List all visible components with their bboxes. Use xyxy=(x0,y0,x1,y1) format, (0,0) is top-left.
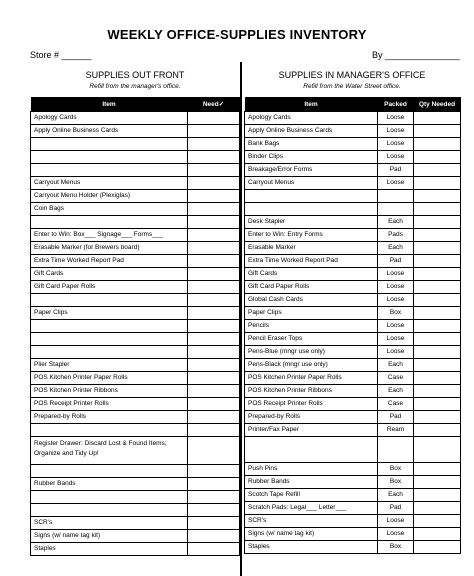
table-row xyxy=(31,138,240,151)
right-section-heading: SUPPLIES IN MANAGER'S OFFICE xyxy=(278,70,426,80)
table-row xyxy=(245,346,461,359)
table-row xyxy=(31,242,240,255)
need-checkbox-cell[interactable] xyxy=(188,543,240,556)
item-cell: POS Kitchen Printer Paper Rolls xyxy=(31,372,188,385)
qty-needed-cell[interactable] xyxy=(414,528,461,541)
packed-cell: Pad xyxy=(378,411,414,424)
table-row xyxy=(245,411,461,424)
qty-needed-cell[interactable] xyxy=(414,541,461,554)
item-cell: POS Kitchen Printer Ribbons xyxy=(245,385,378,398)
table-header-row xyxy=(31,97,240,112)
item-cell xyxy=(31,320,188,333)
need-checkbox-cell[interactable] xyxy=(188,491,240,504)
item-cell: Push Pins xyxy=(245,463,378,476)
packed-cell: Ream xyxy=(378,424,414,437)
item-cell xyxy=(245,437,378,463)
office-supplies-table xyxy=(244,97,461,554)
column-header-item: Item xyxy=(31,97,188,112)
item-cell: Enter to Win: Entry Forms xyxy=(245,229,378,242)
packed-cell: Pad xyxy=(378,255,414,268)
packed-cell: Box xyxy=(378,463,414,476)
need-checkbox-cell[interactable] xyxy=(188,411,240,424)
qty-needed-cell[interactable] xyxy=(414,255,461,268)
need-checkbox-cell[interactable] xyxy=(188,320,240,333)
need-checkbox-cell[interactable] xyxy=(188,294,240,307)
item-cell: Staples xyxy=(31,543,188,556)
item-cell: Extra Time Worked Report Pad xyxy=(31,255,188,268)
item-cell: Erasable Marker (for Brewers board) xyxy=(31,242,188,255)
table-row xyxy=(245,151,461,164)
item-cell: Global Cash Cards xyxy=(245,294,378,307)
item-cell: Signs (w/ name tag kit) xyxy=(31,530,188,543)
packed-cell: Loose xyxy=(378,268,414,281)
need-checkbox-cell[interactable] xyxy=(188,138,240,151)
column-header-need: Need✓ xyxy=(188,97,240,112)
item-cell: Carryout Menus xyxy=(31,177,188,190)
item-cell: Apology Cards xyxy=(31,112,188,125)
qty-needed-cell[interactable] xyxy=(414,216,461,229)
item-cell: Plier Stapler xyxy=(31,359,188,372)
need-checkbox-cell[interactable] xyxy=(188,229,240,242)
packed-cell: Box xyxy=(378,307,414,320)
qty-needed-cell[interactable] xyxy=(414,515,461,528)
qty-needed-cell[interactable] xyxy=(414,164,461,177)
qty-needed-cell[interactable] xyxy=(414,203,461,216)
item-cell: Extra Time Worked Report Pad xyxy=(245,255,378,268)
store-number-field: Store # ______ xyxy=(30,50,92,60)
table-row xyxy=(31,398,240,411)
table-row xyxy=(31,478,240,491)
packed-cell: Case xyxy=(378,372,414,385)
item-cell: Pens-Blue (mngr use only) xyxy=(245,346,378,359)
table-row xyxy=(31,504,240,517)
table-row xyxy=(245,320,461,333)
table-row xyxy=(245,294,461,307)
qty-needed-cell[interactable] xyxy=(414,177,461,190)
need-checkbox-cell[interactable] xyxy=(188,385,240,398)
item-cell xyxy=(31,424,188,437)
table-row xyxy=(31,424,240,437)
table-row xyxy=(245,255,461,268)
packed-cell: Box xyxy=(378,476,414,489)
qty-needed-cell[interactable] xyxy=(414,463,461,476)
table-row xyxy=(31,372,240,385)
item-cell xyxy=(31,151,188,164)
table-row xyxy=(245,489,461,502)
need-checkbox-cell[interactable] xyxy=(188,437,240,465)
qty-needed-cell[interactable] xyxy=(414,190,461,203)
packed-cell: Loose xyxy=(378,112,414,125)
packed-cell: Loose xyxy=(378,294,414,307)
column-divider xyxy=(240,62,242,576)
item-cell: Desk Stapler xyxy=(245,216,378,229)
table-header-row xyxy=(245,97,461,112)
table-row xyxy=(31,359,240,372)
qty-needed-cell[interactable] xyxy=(414,294,461,307)
packed-cell: Loose xyxy=(378,346,414,359)
table-row xyxy=(245,281,461,294)
need-checkbox-cell[interactable] xyxy=(188,504,240,517)
packed-cell: Box xyxy=(378,541,414,554)
table-row xyxy=(245,164,461,177)
table-row xyxy=(245,333,461,346)
table-row xyxy=(31,333,240,346)
need-checkbox-cell[interactable] xyxy=(188,346,240,359)
item-cell xyxy=(31,346,188,359)
table-row xyxy=(31,307,240,320)
item-cell: Staples xyxy=(245,541,378,554)
qty-needed-cell[interactable] xyxy=(414,242,461,255)
table-row xyxy=(31,125,240,138)
qty-needed-cell[interactable] xyxy=(414,411,461,424)
table-row xyxy=(245,437,461,463)
table-row xyxy=(245,307,461,320)
item-cell: Pencil Eraser Tops xyxy=(245,333,378,346)
table-row xyxy=(245,190,461,203)
item-cell xyxy=(31,216,188,229)
item-cell: Carryout Menus xyxy=(245,177,378,190)
need-checkbox-cell[interactable] xyxy=(188,281,240,294)
packed-cell: Loose xyxy=(378,333,414,346)
item-cell xyxy=(31,465,188,478)
packed-cell: Case xyxy=(378,398,414,411)
qty-needed-cell[interactable] xyxy=(414,307,461,320)
need-checkbox-cell[interactable] xyxy=(188,372,240,385)
table-row xyxy=(245,138,461,151)
need-checkbox-cell[interactable] xyxy=(188,203,240,216)
item-cell: Coin Bags xyxy=(31,203,188,216)
item-cell: Gift Cards xyxy=(31,268,188,281)
table-row xyxy=(245,268,461,281)
qty-needed-cell[interactable] xyxy=(414,372,461,385)
table-row xyxy=(31,112,240,125)
table-row xyxy=(31,385,240,398)
table-row xyxy=(31,151,240,164)
table-row xyxy=(31,465,240,478)
item-cell: Signs (w/ name tag kit) xyxy=(245,528,378,541)
left-section-subheading: Refill from the manager's office. xyxy=(89,83,181,90)
left-section-heading: SUPPLIES OUT FRONT xyxy=(85,70,185,80)
item-cell: Gift Card Paper Rolls xyxy=(245,281,378,294)
table-row xyxy=(31,190,240,203)
item-cell: Paper Clips xyxy=(245,307,378,320)
packed-cell xyxy=(378,203,414,216)
need-checkbox-cell[interactable] xyxy=(188,478,240,491)
column-header-item: Item xyxy=(245,97,378,112)
qty-needed-cell[interactable] xyxy=(414,268,461,281)
item-cell xyxy=(245,190,378,203)
item-cell: Rubber Bands xyxy=(31,478,188,491)
item-cell xyxy=(31,138,188,151)
packed-cell: Loose xyxy=(378,177,414,190)
packed-cell: Loose xyxy=(378,125,414,138)
column-header-qty-needed: Qty Needed xyxy=(414,97,461,112)
table-row xyxy=(31,281,240,294)
packed-cell: Loose xyxy=(378,281,414,294)
table-row xyxy=(245,242,461,255)
item-cell xyxy=(31,164,188,177)
table-row xyxy=(245,463,461,476)
packed-cell: Loose xyxy=(378,528,414,541)
need-checkbox-cell[interactable] xyxy=(188,216,240,229)
table-row xyxy=(245,515,461,528)
table-row xyxy=(245,216,461,229)
need-checkbox-cell[interactable] xyxy=(188,112,240,125)
table-row xyxy=(31,268,240,281)
need-checkbox-cell[interactable] xyxy=(188,177,240,190)
packed-cell: Pad xyxy=(378,502,414,515)
table-row xyxy=(245,541,461,554)
packed-cell: Pads xyxy=(378,229,414,242)
need-checkbox-cell[interactable] xyxy=(188,151,240,164)
item-cell: Scratch Pads: Legal___ Letter___ xyxy=(245,502,378,515)
column-header-packed: Packed xyxy=(378,97,414,112)
table-row xyxy=(31,491,240,504)
table-row xyxy=(245,372,461,385)
table-row xyxy=(245,112,461,125)
table-row xyxy=(31,294,240,307)
item-cell: Gift Cards xyxy=(245,268,378,281)
table-row xyxy=(31,517,240,530)
qty-needed-cell[interactable] xyxy=(414,112,461,125)
table-row xyxy=(245,502,461,515)
item-cell xyxy=(31,294,188,307)
need-checkbox-cell[interactable] xyxy=(188,517,240,530)
item-cell: Breakage/Error Forms xyxy=(245,164,378,177)
qty-needed-cell[interactable] xyxy=(414,346,461,359)
table-row xyxy=(31,320,240,333)
packed-cell: Loose xyxy=(378,320,414,333)
packed-cell: Each xyxy=(378,385,414,398)
qty-needed-cell[interactable] xyxy=(414,333,461,346)
table-row xyxy=(31,437,240,465)
table-row xyxy=(245,476,461,489)
qty-needed-cell[interactable] xyxy=(414,476,461,489)
item-cell: Scotch Tape Refill xyxy=(245,489,378,502)
table-row xyxy=(31,203,240,216)
table-row xyxy=(31,177,240,190)
qty-needed-cell[interactable] xyxy=(414,125,461,138)
table-row xyxy=(245,528,461,541)
table-row xyxy=(31,411,240,424)
item-cell xyxy=(31,491,188,504)
table-row xyxy=(245,177,461,190)
packed-cell: Each xyxy=(378,489,414,502)
need-checkbox-cell[interactable] xyxy=(188,359,240,372)
table-row xyxy=(31,346,240,359)
packed-cell: Loose xyxy=(378,151,414,164)
need-checkbox-cell[interactable] xyxy=(188,398,240,411)
item-cell: Apply Online Business Cards xyxy=(31,125,188,138)
item-cell: SCR's xyxy=(245,515,378,528)
item-cell: Apply Online Business Cards xyxy=(245,125,378,138)
qty-needed-cell[interactable] xyxy=(414,437,461,463)
qty-needed-cell[interactable] xyxy=(414,398,461,411)
item-cell: Bank Bags xyxy=(245,138,378,151)
need-checkbox-cell[interactable] xyxy=(188,190,240,203)
packed-cell: Each xyxy=(378,359,414,372)
packed-cell: Pad xyxy=(378,164,414,177)
need-checkbox-cell[interactable] xyxy=(188,255,240,268)
item-cell: Erasable Marker xyxy=(245,242,378,255)
item-cell: Enter to Win: Box___ Signage___ Forms___ xyxy=(31,229,188,242)
item-cell: Prepared-by Rolls xyxy=(31,411,188,424)
table-row xyxy=(31,216,240,229)
need-checkbox-cell[interactable] xyxy=(188,424,240,437)
qty-needed-cell[interactable] xyxy=(414,151,461,164)
table-row xyxy=(245,385,461,398)
qty-needed-cell[interactable] xyxy=(414,138,461,151)
need-checkbox-cell[interactable] xyxy=(188,333,240,346)
qty-needed-cell[interactable] xyxy=(414,502,461,515)
item-cell xyxy=(31,333,188,346)
qty-needed-cell[interactable] xyxy=(414,320,461,333)
item-cell: Apology Cards xyxy=(245,112,378,125)
table-row xyxy=(31,543,240,556)
table-row xyxy=(31,164,240,177)
qty-needed-cell[interactable] xyxy=(414,424,461,437)
table-row xyxy=(245,398,461,411)
qty-needed-cell[interactable] xyxy=(414,229,461,242)
item-cell: Paper Clips xyxy=(31,307,188,320)
qty-needed-cell[interactable] xyxy=(414,281,461,294)
packed-cell: Each xyxy=(378,216,414,229)
table-row xyxy=(31,530,240,543)
table-row xyxy=(245,359,461,372)
table-row xyxy=(31,229,240,242)
table-row xyxy=(31,255,240,268)
need-checkbox-cell[interactable] xyxy=(188,125,240,138)
need-checkbox-cell[interactable] xyxy=(188,530,240,543)
table-row xyxy=(245,229,461,242)
need-checkbox-cell[interactable] xyxy=(188,164,240,177)
qty-needed-cell[interactable] xyxy=(414,385,461,398)
item-cell: POS Kitchen Printer Ribbons xyxy=(31,385,188,398)
item-cell: POS Kitchen Printer Paper Rolls xyxy=(245,372,378,385)
packed-cell: Each xyxy=(378,242,414,255)
need-checkbox-cell[interactable] xyxy=(188,465,240,478)
item-cell: Gift Card Paper Rolls xyxy=(31,281,188,294)
by-field: By _______________ xyxy=(372,50,461,60)
item-cell: Pencils xyxy=(245,320,378,333)
item-cell: SCR's xyxy=(31,517,188,530)
item-cell: Prepared-by Rolls xyxy=(245,411,378,424)
front-supplies-table xyxy=(30,97,240,556)
packed-cell xyxy=(378,437,414,463)
item-cell: POS Receipt Printer Rolls xyxy=(31,398,188,411)
packed-cell: Loose xyxy=(378,138,414,151)
need-checkbox-cell[interactable] xyxy=(188,242,240,255)
table-row xyxy=(245,424,461,437)
qty-needed-cell[interactable] xyxy=(414,359,461,372)
table-row xyxy=(245,125,461,138)
packed-cell xyxy=(378,190,414,203)
item-cell: Printer/Fax Paper xyxy=(245,424,378,437)
packed-cell: Loose xyxy=(378,515,414,528)
page-title: WEEKLY OFFICE-SUPPLIES INVENTORY xyxy=(107,27,367,42)
item-cell xyxy=(245,203,378,216)
qty-needed-cell[interactable] xyxy=(414,489,461,502)
item-cell: Register Drawer: Discard Lost & Found Items; Organize and Tidy Up! xyxy=(31,437,188,465)
item-cell xyxy=(31,504,188,517)
item-cell: Rubber Bands xyxy=(245,476,378,489)
item-cell: Binder Clips xyxy=(245,151,378,164)
need-checkbox-cell[interactable] xyxy=(188,268,240,281)
need-checkbox-cell[interactable] xyxy=(188,307,240,320)
item-cell: Pens-Black (mngr use only) xyxy=(245,359,378,372)
item-cell: POS Receipt Printer Rolls xyxy=(245,398,378,411)
right-section-subheading: Refill from the Water Street office. xyxy=(303,83,401,90)
table-row xyxy=(245,203,461,216)
item-cell: Carryout Menu Holder (Plexiglas) xyxy=(31,190,188,203)
